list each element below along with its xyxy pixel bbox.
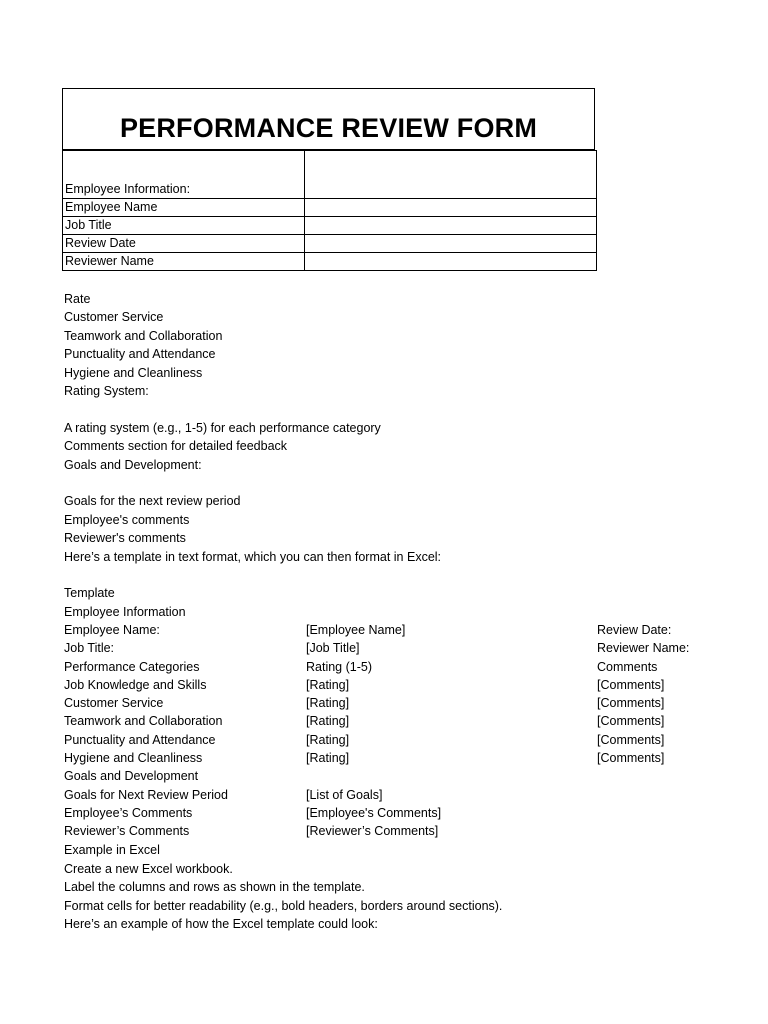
info-row-label: Reviewer Name <box>63 253 305 271</box>
template-cell: [Employee Name] <box>306 623 406 637</box>
template-cell: [Job Title] <box>306 641 360 656</box>
template-row <box>64 749 665 767</box>
body-line: Employee's comments <box>64 512 190 527</box>
closing-text <box>64 841 502 934</box>
info-row <box>63 217 597 235</box>
employee-info-table <box>62 150 597 271</box>
template-cell: Comments <box>597 659 658 674</box>
body-line: Comments section for detailed feedback <box>64 439 288 453</box>
info-header-row <box>63 151 597 199</box>
template-cell: Goals and Development <box>64 769 199 784</box>
template-cell: Goals for Next Review Period <box>64 787 228 802</box>
template-cell: [Comments] <box>597 677 665 692</box>
template-cell: [Rating] <box>306 751 350 766</box>
closing-line: Create a new Excel workbook. <box>64 861 233 876</box>
template-row <box>64 639 690 657</box>
template-cell: Rating (1-5) <box>306 659 372 674</box>
template-cell: Reviewer’s Comments <box>64 824 190 839</box>
template-cell: Performance Categories <box>64 659 200 674</box>
template-grid <box>64 621 690 841</box>
body-line: Customer Service <box>64 310 164 324</box>
template-cell: Punctuality and Attendance <box>64 732 216 747</box>
template-row <box>64 804 660 822</box>
body-line: Template <box>64 586 115 600</box>
template-cell: [Rating] <box>306 732 350 747</box>
template-row <box>64 731 665 749</box>
template-cell: Reviewer Name: <box>597 641 690 656</box>
template-row <box>64 767 660 785</box>
closing-line: Here’s an example of how the Excel template could look: <box>64 917 378 931</box>
closing-line: Example in Excel <box>64 843 160 857</box>
body-line: Reviewer's comments <box>64 531 186 545</box>
template-cell: Employee Name: <box>64 623 160 637</box>
info-row-value[interactable] <box>305 253 597 271</box>
template-cell: [List of Goals] <box>306 787 383 802</box>
form-title: PERFORMANCE REVIEW FORM <box>119 112 538 143</box>
template-row <box>64 822 660 840</box>
template-cell: Customer Service <box>64 696 164 711</box>
body-line: Employee Information <box>64 604 186 619</box>
body-line: Here’s a template in text format, which you can then format in Excel: <box>64 549 442 564</box>
info-header-label: Employee Information: <box>63 151 305 199</box>
template-cell: Teamwork and Collaboration <box>64 714 223 729</box>
info-row-label: Employee Name <box>63 199 305 217</box>
template-cell: [Comments] <box>597 714 665 729</box>
closing-line: Label the columns and rows as shown in the template. <box>64 880 365 894</box>
body-line: A rating system (e.g., 1-5) for each performance category <box>64 420 381 435</box>
template-cell: Job Title: <box>64 641 115 656</box>
title-box <box>62 88 595 150</box>
template-cell: [Employee's Comments] <box>306 805 442 820</box>
template-cell: Review Date: <box>597 623 672 637</box>
body-line: Hygiene and Cleanliness <box>64 365 203 380</box>
template-cell: Job Knowledge and Skills <box>64 677 207 692</box>
template-cell: Employee’s Comments <box>64 805 193 820</box>
info-row-label: Review Date <box>63 235 305 253</box>
body-line: Goals and Development: <box>64 457 202 472</box>
template-cell: Hygiene and Cleanliness <box>64 751 203 766</box>
template-cell: [Rating] <box>306 677 350 692</box>
info-row-value[interactable] <box>305 199 597 217</box>
template-cell: [Comments] <box>597 732 665 747</box>
info-row <box>63 199 597 217</box>
template-row <box>64 694 665 712</box>
info-row-value[interactable] <box>305 217 597 235</box>
template-row <box>64 658 660 676</box>
info-row-label: Job Title <box>63 217 305 235</box>
template-row <box>64 786 660 804</box>
info-header-value[interactable] <box>305 151 597 199</box>
body-line: Teamwork and Collaboration <box>64 328 223 343</box>
body-line: Rating System: <box>64 384 149 398</box>
template-cell: [Comments] <box>597 696 665 711</box>
closing-line: Format cells for better readability (e.g., bold headers, borders around sections). <box>64 898 503 913</box>
template-cell: [Reviewer’s Comments] <box>306 824 439 839</box>
template-cell: [Rating] <box>306 714 350 729</box>
body-line: Rate <box>64 292 91 306</box>
info-row <box>63 235 597 253</box>
body-line: Punctuality and Attendance <box>64 347 216 361</box>
info-row <box>63 253 597 271</box>
template-cell: [Comments] <box>597 751 665 766</box>
body-line: Goals for the next review period <box>64 494 241 508</box>
template-row <box>64 676 665 694</box>
info-row-value[interactable] <box>305 235 597 253</box>
template-row <box>64 712 665 730</box>
template-row <box>64 621 672 639</box>
template-cell: [Rating] <box>306 696 350 711</box>
